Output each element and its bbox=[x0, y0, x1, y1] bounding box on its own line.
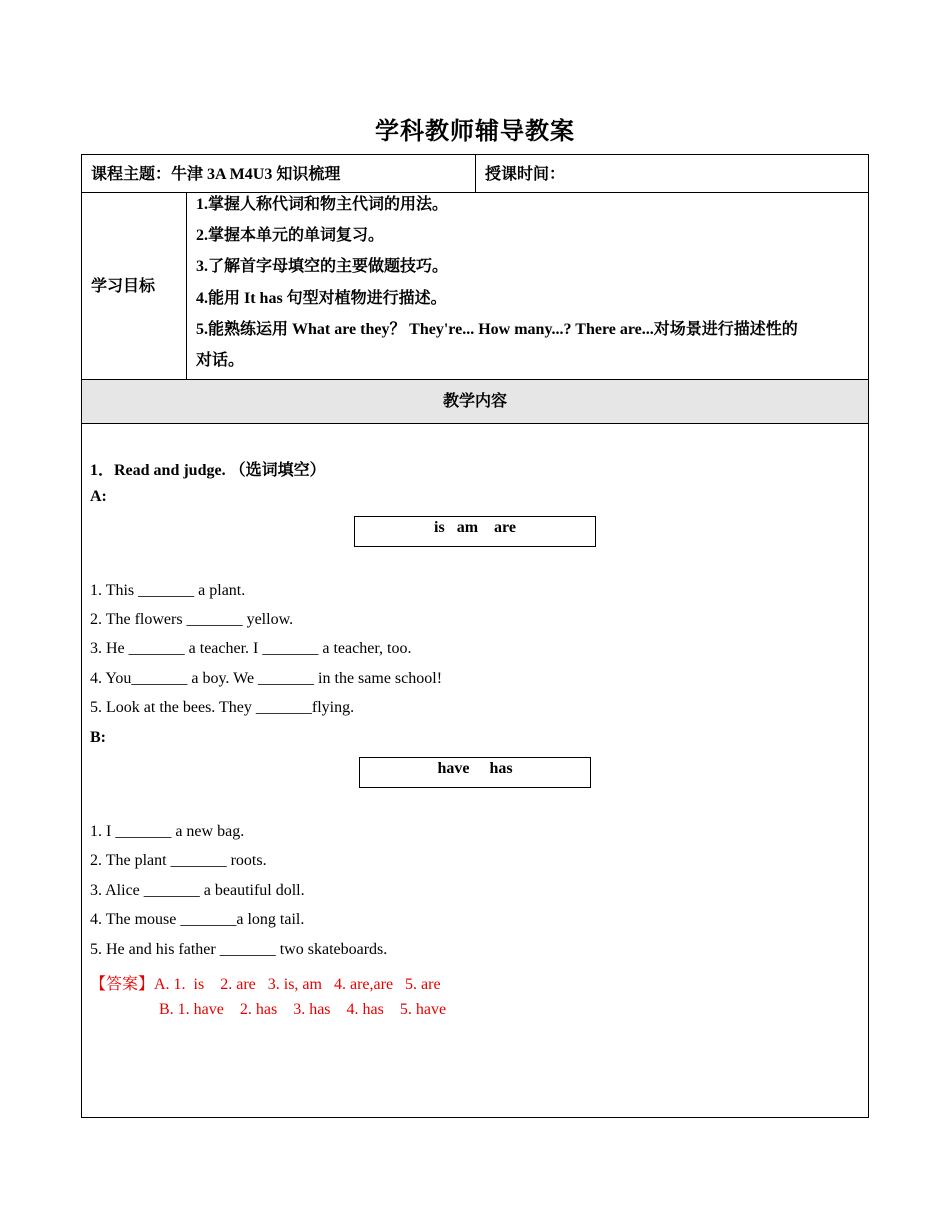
objective-item: 对话。 bbox=[196, 352, 245, 369]
question-item: 4. The mouse _______a long tail. bbox=[90, 911, 305, 928]
objective-item: 2.掌握本单元的单词复习。 bbox=[196, 227, 385, 244]
question-item: 3. Alice _______ a beautiful doll. bbox=[90, 882, 305, 899]
question-item: 5. Look at the bees. They _______flying. bbox=[90, 699, 355, 716]
column-divider bbox=[186, 192, 187, 379]
objective-item: 5.能熟练运用 What are they？ They're... How many...? There are...对场景进行描述性的 bbox=[196, 321, 798, 338]
question-item: 1. This _______ a plant. bbox=[90, 582, 246, 599]
answer-key-b: B. 1. have 2. has 3. has 4. has 5. have bbox=[159, 1001, 447, 1018]
row-divider bbox=[82, 192, 868, 193]
row-divider bbox=[82, 423, 868, 424]
column-divider bbox=[475, 155, 476, 192]
question-item: 2. The flowers _______ yellow. bbox=[90, 611, 294, 628]
question-item: 1. I _______ a new bag. bbox=[90, 823, 245, 840]
topic-cell: 课程主题：牛津 3A M4U3 知识梳理 bbox=[91, 166, 341, 183]
objective-item: 4.能用 It has 句型对植物进行描述。 bbox=[196, 290, 447, 307]
word-box-b: have has bbox=[359, 757, 591, 788]
answer-key-a: 【答案】A. 1. is 2. are 3. is, am 4. are,are 5. are bbox=[90, 976, 441, 993]
objectives-label: 学习目标 bbox=[91, 278, 156, 295]
lesson-plan-table bbox=[81, 154, 869, 1118]
exercise-heading: 1．Read and judge. （选词填空） bbox=[90, 462, 326, 479]
word-box-a: is am are bbox=[354, 516, 596, 547]
objective-item: 3.了解首字母填空的主要做题技巧。 bbox=[196, 258, 449, 275]
time-cell: 授课时间： bbox=[485, 166, 566, 183]
question-item: 2. The plant _______ roots. bbox=[90, 852, 267, 869]
objective-item: 1.掌握人称代词和物主代词的用法。 bbox=[196, 196, 449, 213]
question-item: 4. You_______ a boy. We _______ in the same school! bbox=[90, 670, 443, 687]
part-a-label: A: bbox=[90, 488, 107, 505]
content-label: 教学内容 bbox=[442, 393, 507, 410]
page-title: 学科教师辅导教案 bbox=[375, 119, 575, 145]
part-b-label: B: bbox=[90, 729, 106, 746]
question-item: 3. He _______ a teacher. I _______ a teacher, too. bbox=[90, 640, 412, 657]
question-item: 5. He and his father _______ two skateboards. bbox=[90, 941, 388, 958]
